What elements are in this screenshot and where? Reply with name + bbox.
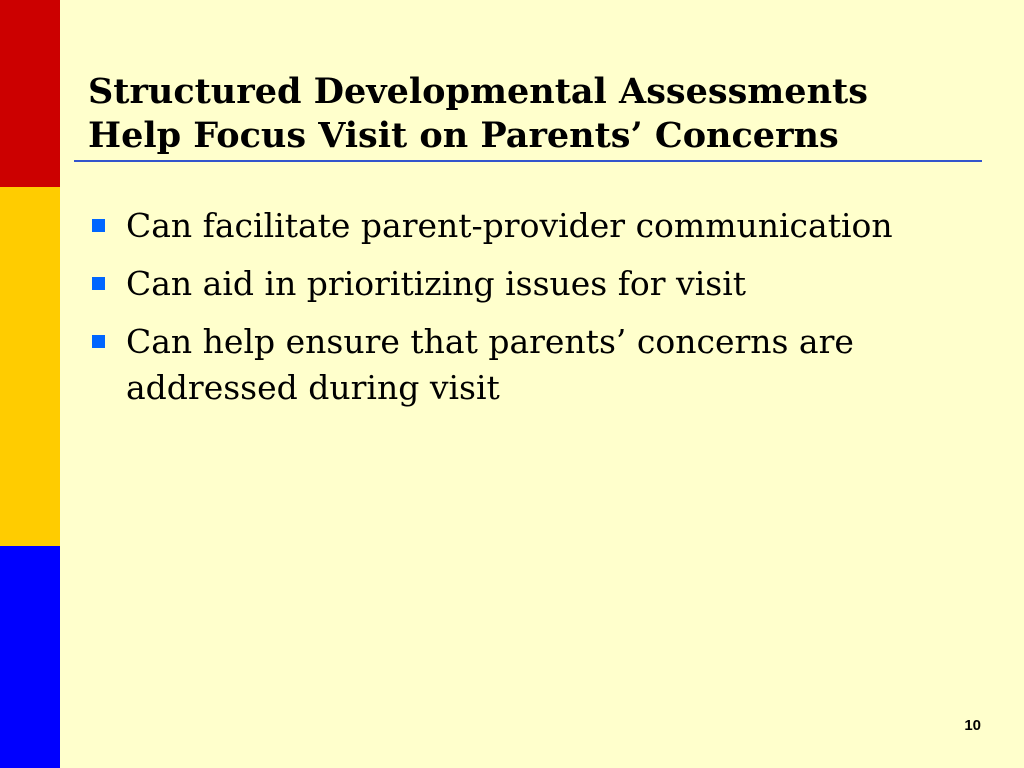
bullet-text: Can aid in prioritizing issues for visit [126, 264, 747, 303]
left-band-red [0, 0, 60, 187]
bullet-list [88, 203, 968, 423]
square-bullet-icon [92, 277, 105, 290]
slide-title [88, 70, 988, 158]
slide-title-line-1: Structured Developmental Assessments [88, 71, 868, 112]
bullet-item [88, 261, 968, 307]
square-bullet-icon [92, 219, 105, 232]
bullet-item [88, 203, 968, 249]
bullet-item [88, 319, 968, 411]
left-band-blue [0, 546, 60, 768]
title-underline [74, 160, 982, 162]
left-band-yellow [0, 187, 60, 546]
page-number: 10 [964, 717, 981, 734]
bullet-text: Can help ensure that parents’ concerns are addressed during visit [126, 322, 854, 407]
slide-title-line-2: Help Focus Visit on Parents’ Concerns [88, 115, 839, 156]
bullet-text: Can facilitate parent-provider communication [126, 206, 893, 245]
square-bullet-icon [92, 335, 105, 348]
